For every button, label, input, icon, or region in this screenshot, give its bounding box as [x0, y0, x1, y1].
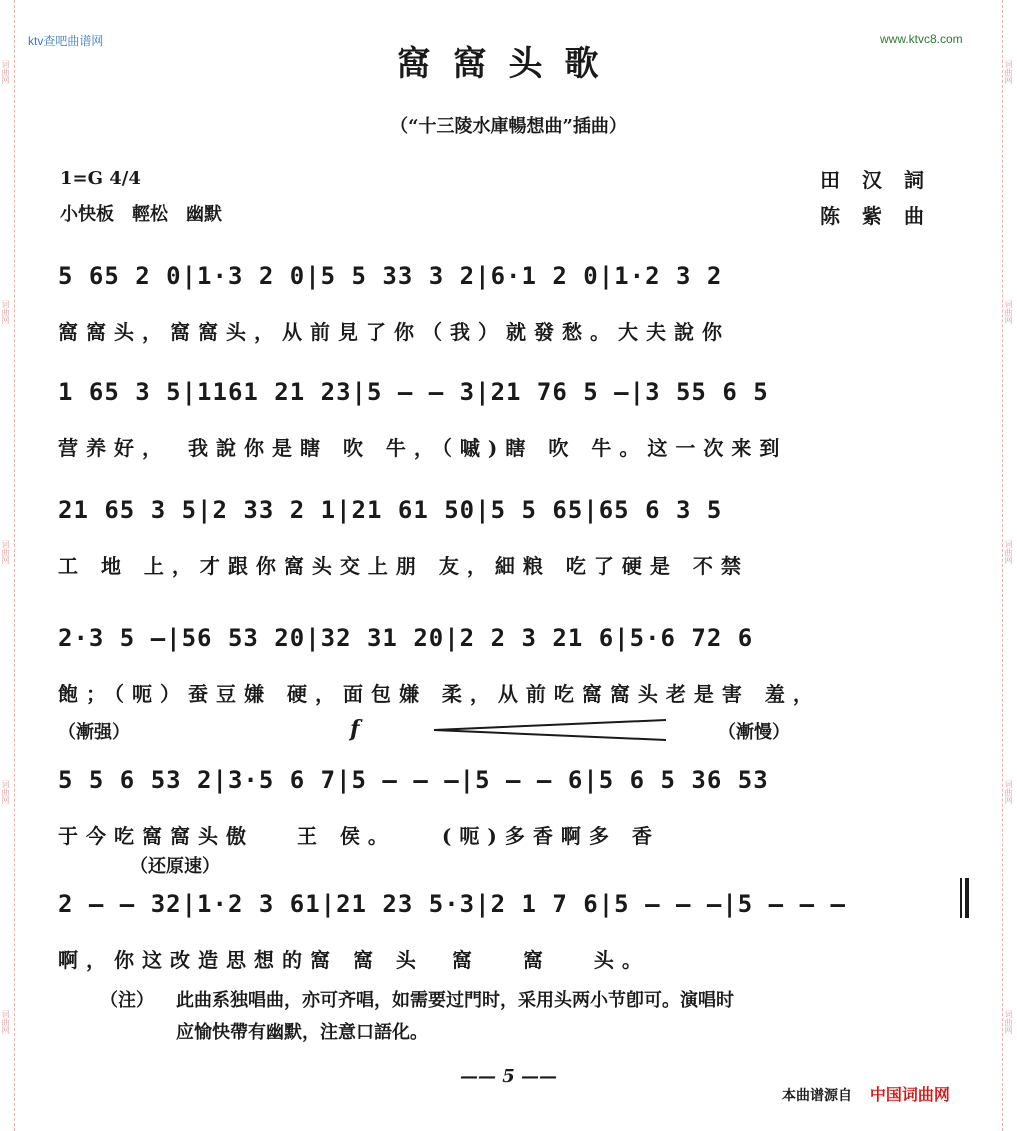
- lyrics-line-4: 飽；（呃）蚕豆嫌 硬，面包嫌 柔，从前吃窩窩头老是害 羞，: [58, 682, 821, 706]
- notation-line-4: 2·3 5 —|56 53 20|32 31 20|2 2 3 21 6|5·6 72 6: [58, 624, 754, 652]
- tempo-rit-mark: （漸慢）: [718, 722, 790, 743]
- lyricist-credit: 田汉詞: [820, 168, 946, 192]
- tempo-primo-mark: （还原速）: [130, 856, 220, 877]
- lyrics-line-2: 营养好， 我說你是瞎 吹 牛，（嘁)瞎 吹 牛。这一次来到: [58, 436, 788, 460]
- lyrics-line-3: 工 地 上，才跟你窩头交上朋 友，細粮 吃了硬是 不禁: [58, 554, 749, 578]
- song-subtitle: （“十三陵水庫暢想曲”插曲）: [390, 116, 627, 137]
- footnote-label: （注）: [100, 990, 154, 1011]
- tempo-marking: 小快板 輕松 幽默: [60, 204, 222, 225]
- notation-line-2: 1 65 3 5|1161 21 23|5 — — 3|21 76 5 —|3 55 6 5: [58, 378, 769, 406]
- watermark-text: 词曲网: [1004, 300, 1013, 324]
- site-link-right[interactable]: www.ktvc8.com: [880, 32, 963, 46]
- composer-credit: 陈紫曲: [820, 204, 946, 228]
- watermark-text: 词曲网: [1, 780, 10, 804]
- page-number: —— 5 ——: [459, 1066, 558, 1087]
- dynamic-crescendo-mark: （漸强）: [58, 722, 130, 743]
- source-prefix: 本曲谱源自: [782, 1087, 852, 1103]
- song-title: 窩窩头歌: [396, 44, 621, 84]
- watermark-text: 词曲网: [1, 60, 10, 84]
- lyrics-line-6: 啊，你这改造思想的窩 窩 头 窩 窩 头。: [58, 948, 650, 972]
- notation-line-6: 2 — — 32|1·2 3 61|21 23 5·3|2 1 7 6|5 — — —|5 — — —: [58, 890, 846, 918]
- site-link-left[interactable]: ktv查吧曲谱网: [28, 34, 104, 48]
- footnote-line-1: 此曲系独唱曲，亦可齐唱，如需要过門时，采用头两小节卽可。演唱时: [176, 990, 734, 1011]
- watermark-text: 词曲网: [1, 300, 10, 324]
- right-watermark-strip: [1002, 0, 1017, 1131]
- lyrics-line-1: 窩窩头，窩窩头，从前見了你（我）就發愁。大夫說你: [58, 320, 730, 344]
- watermark-text: 词曲网: [1004, 1010, 1013, 1034]
- lyrics-line-5: 于今吃窩窩头傲 王 侯。 (呃)多香啊多 香: [58, 824, 660, 848]
- final-barline: [960, 878, 962, 918]
- notation-line-1: 5 65 2 0|1·3 2 0|5 5 33 3 2|6·1 2 0|1·2 3 2: [58, 262, 723, 290]
- source-brand-link[interactable]: 中国词曲网: [869, 1087, 950, 1104]
- notation-line-3: 21 65 3 5|2 33 2 1|21 61 50|5 5 65|65 6 3 5: [58, 496, 723, 524]
- final-barline-thick: [965, 878, 969, 918]
- crescendo-hairpin: [430, 718, 670, 742]
- watermark-text: 词曲网: [1, 540, 10, 564]
- watermark-text: 词曲网: [1004, 540, 1013, 564]
- dynamic-forte-mark: f: [350, 716, 360, 742]
- watermark-text: 词曲网: [1, 1010, 10, 1034]
- source-credit: [782, 1082, 950, 1105]
- watermark-text: 词曲网: [1004, 60, 1013, 84]
- watermark-text: 词曲网: [1004, 780, 1013, 804]
- notation-line-5: 5 5 6 53 2|3·5 6 7|5 — — —|5 — — 6|5 6 5 36 53: [58, 766, 769, 794]
- key-signature: 1=G 4/4: [60, 168, 141, 189]
- footnote-line-2: 应愉快帶有幽默，注意口語化。: [176, 1022, 428, 1043]
- left-watermark-strip: [0, 0, 15, 1131]
